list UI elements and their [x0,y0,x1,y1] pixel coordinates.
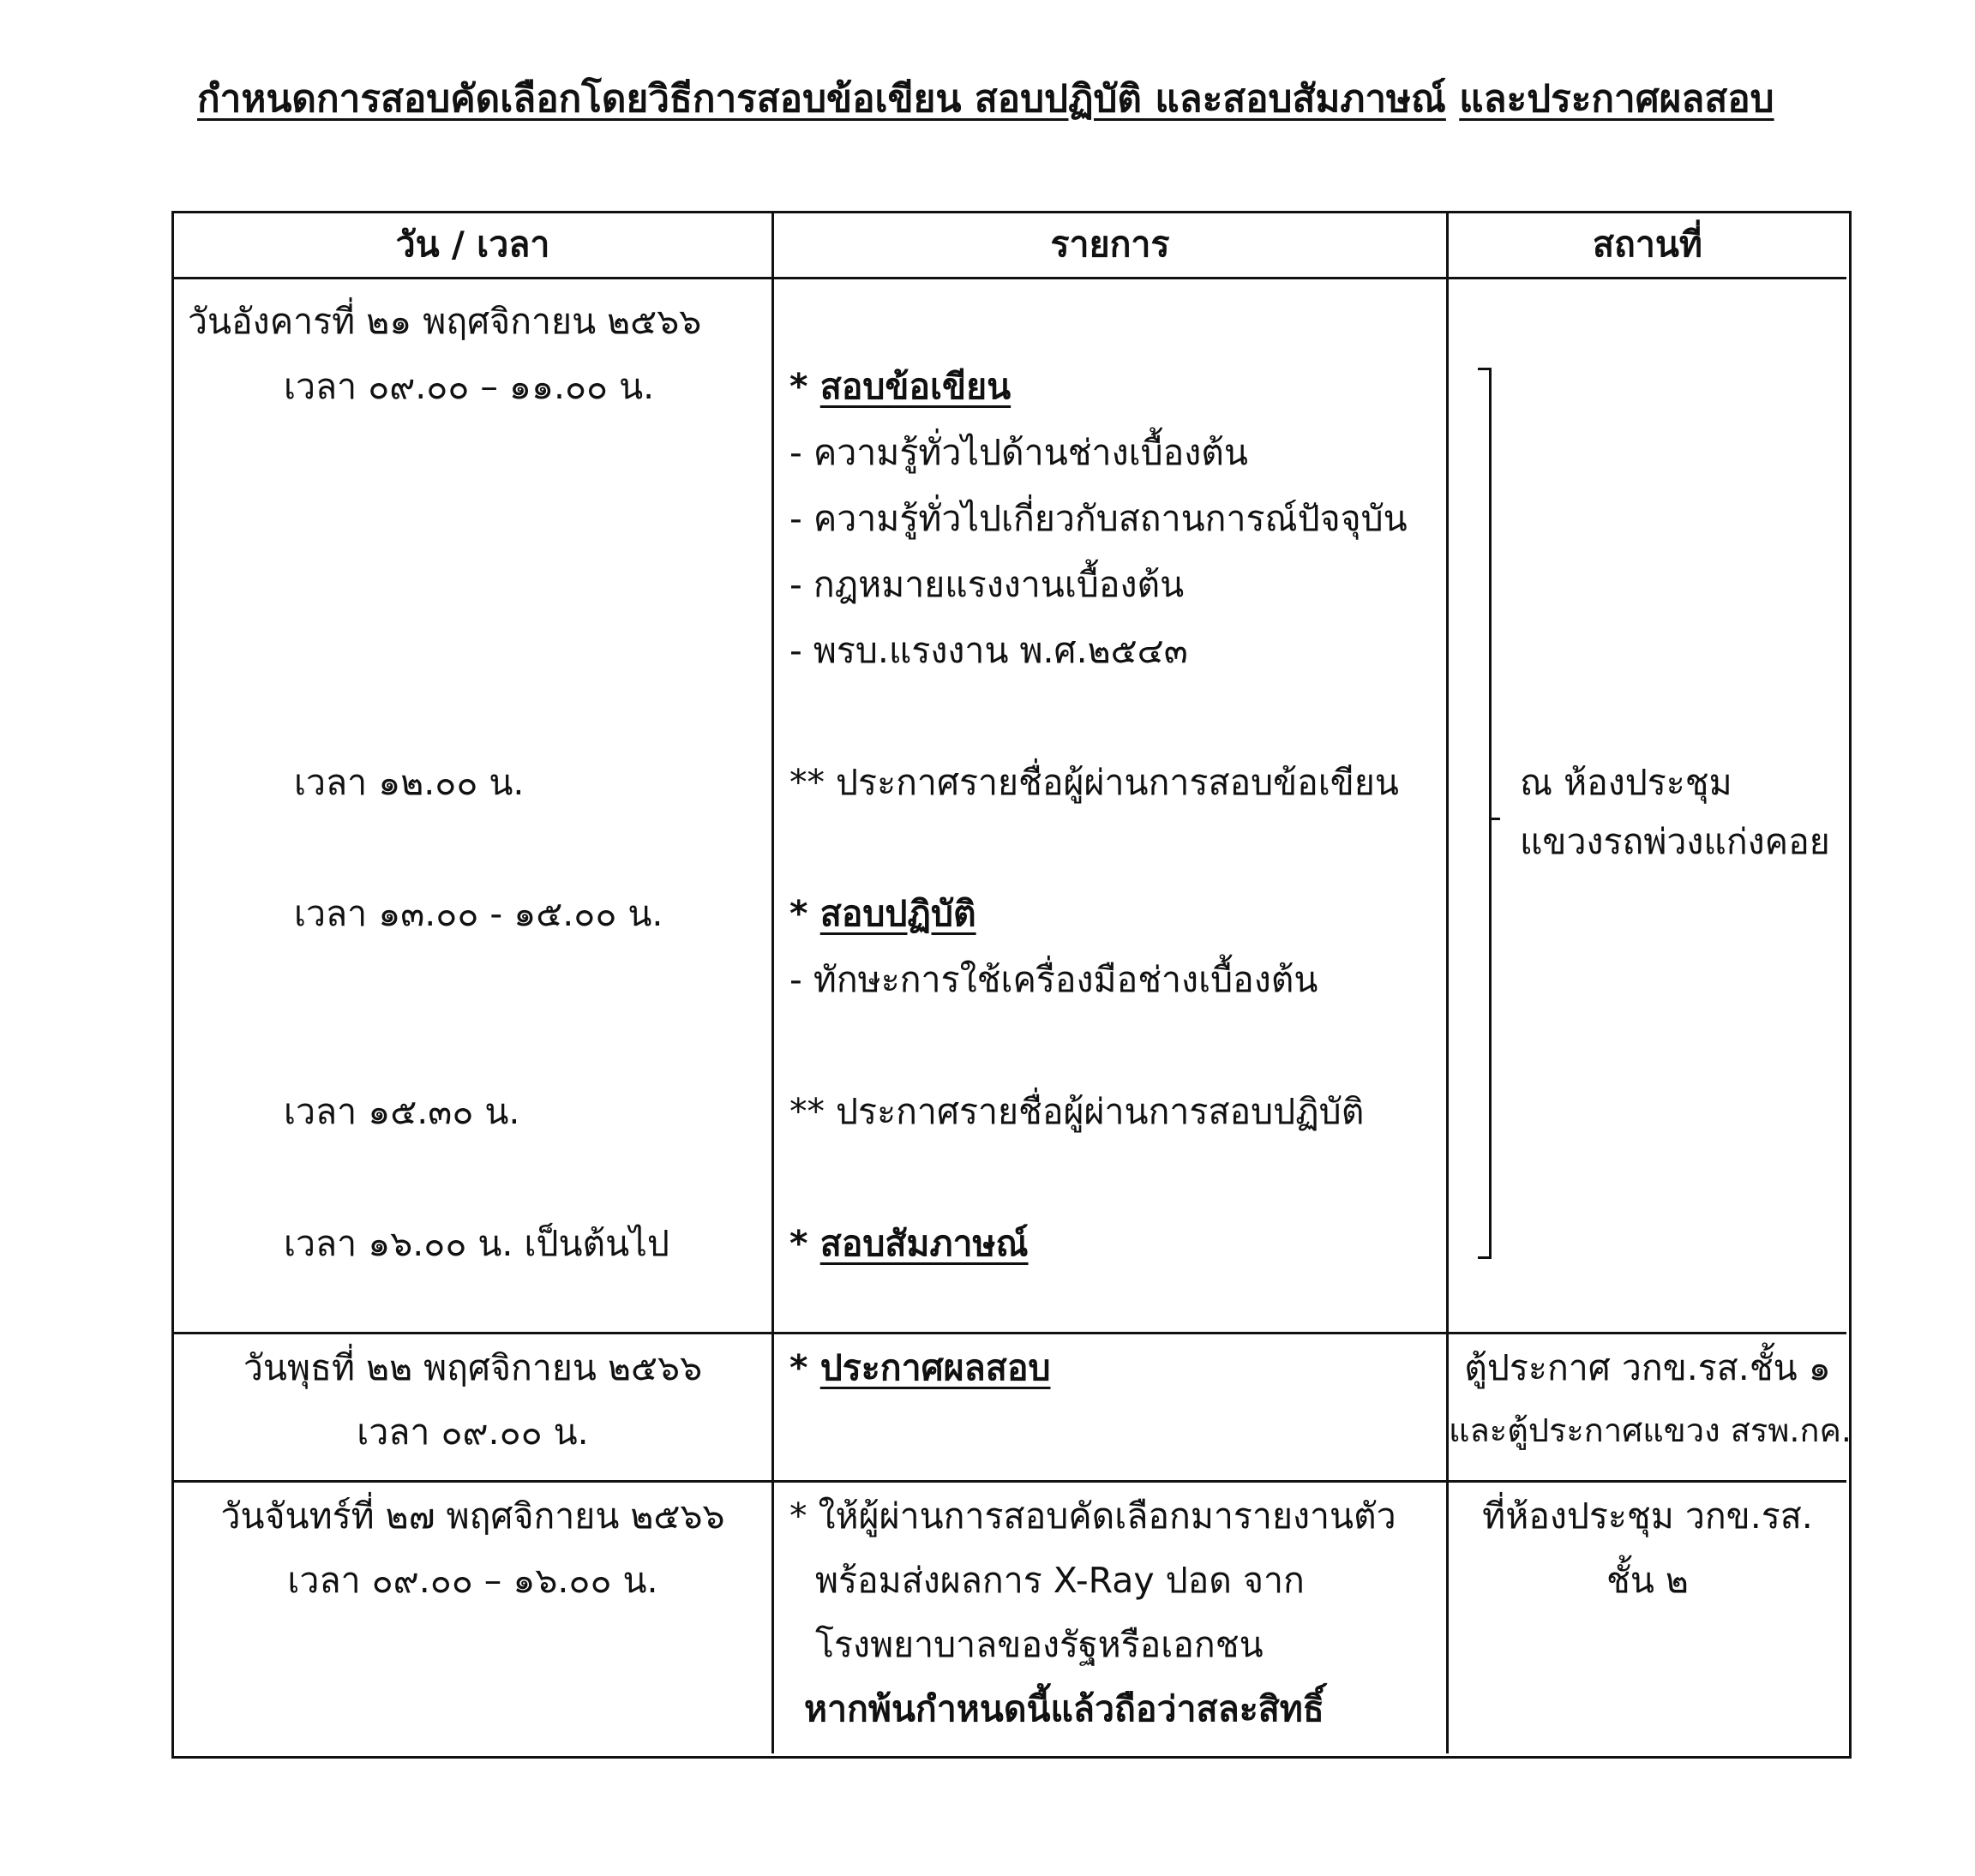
row-divider-2 [174,1480,1846,1483]
row3-place-line1: ที่ห้องประชุม วกข.รส. [1482,1495,1813,1537]
row2-date: วันพุธที่ ๒๒ พฤศจิกายน ๒๕๖๖ [243,1347,703,1388]
row1-time-practical-announce: เวลา ๑๕.๓๐ น. [284,1091,520,1132]
written-topic: - พรบ.แรงงาน พ.ศ.๒๕๔๓ [789,630,1188,671]
practical-exam-heading [789,893,976,935]
written-topic: - ความรู้ทั่วไปด้านช่างเบื้องต้น [789,432,1248,473]
header-place: สถานที่ [1593,224,1702,265]
practical-exam-marker: * [789,893,820,934]
row3-item-deadline-note: หากพ้นกำหนดนี้แล้วถือว่าสละสิทธิ์ [804,1688,1324,1729]
row3-item-line1: * ให้ผู้ผ่านการสอบคัดเลือกมารายงานตัว [789,1495,1396,1537]
row1-time-practical: เวลา ๑๓.๐๐ - ๑๕.๐๐ น. [294,893,663,934]
row1-date: วันอังคารที่ ๒๑ พฤศจิกายน ๒๕๖๖ [188,301,702,342]
interview-marker: * [789,1223,820,1264]
page-title [197,69,1774,129]
written-announce: ** ประกาศรายชื่อผู้ผ่านการสอบข้อเขียน [789,762,1399,803]
row3-item-line2: พร้อมส่งผลการ X-Ray ปอด จาก [815,1560,1305,1601]
practical-exam-title: สอบปฏิบัติ [819,893,976,934]
header-divider [174,277,1846,279]
written-topic: - กฎหมายแรงงานเบื้องต้น [789,564,1185,605]
place-bracket [1478,368,1492,1259]
row2-place-line2: และตู้ประกาศแขวง สรพ.กค. [1449,1411,1852,1449]
practical-announce: ** ประกาศรายชื่อผู้ผ่านการสอบปฏิบัติ [789,1091,1365,1132]
place-bracket-tip [1490,818,1500,820]
written-topic: - ความรู้ทั่วไปเกี่ยวกับสถานการณ์ปัจจุบัน [789,498,1408,539]
row3-time: เวลา ๐๙.๐๐ – ๑๖.๐๐ น. [287,1560,658,1601]
row1-time-interview: เวลา ๑๖.๐๐ น. เป็นต้นไป [284,1223,669,1264]
title-part-2: และประกาศผลสอบ [1459,77,1774,121]
interview-heading [789,1223,1029,1265]
results-heading [789,1347,1050,1389]
results-title: ประกาศผลสอบ [819,1347,1051,1388]
row3-item-line3: โรงพยาบาลของรัฐหรือเอกชน [815,1624,1264,1665]
row-divider-1 [174,1332,1846,1334]
header-datetime: วัน / เวลา [395,224,550,265]
interview-title: สอบสัมภาษณ์ [819,1223,1029,1264]
row3-date: วันจันทร์ที่ ๒๗ พฤศจิกายน ๒๕๖๖ [220,1495,725,1537]
written-exam-heading [789,366,1011,408]
written-exam-title: สอบข้อเขียน [819,366,1012,407]
row3-place-line2: ชั้น ๒ [1606,1560,1689,1601]
row1-time-written-announce: เวลา ๑๒.๐๐ น. [294,762,525,803]
header-item: รายการ [1050,224,1170,265]
written-exam-marker: * [789,366,820,407]
practical-topic: - ทักษะการใช้เครื่องมือช่างเบื้องต้น [789,959,1318,1000]
column-divider-1 [771,213,774,1753]
title-part-1: กำหนดการสอบคัดเลือกโดยวิธีการสอบข้อเขียน สอบปฏิบัติ และสอบสัมภาษณ์ [197,77,1446,121]
schedule-table [171,211,1852,1759]
results-marker: * [789,1347,820,1388]
row2-time: เวลา ๐๙.๐๐ น. [357,1411,589,1453]
row1-place-line2: แขวงรถพ่วงแก่งคอย [1520,821,1830,862]
row1-time-written: เวลา ๐๙.๐๐ – ๑๑.๐๐ น. [284,366,655,407]
row2-place-line1: ตู้ประกาศ วกข.รส.ชั้น ๑ [1464,1347,1831,1388]
row1-place-line1: ณ ห้องประชุม [1520,762,1732,803]
